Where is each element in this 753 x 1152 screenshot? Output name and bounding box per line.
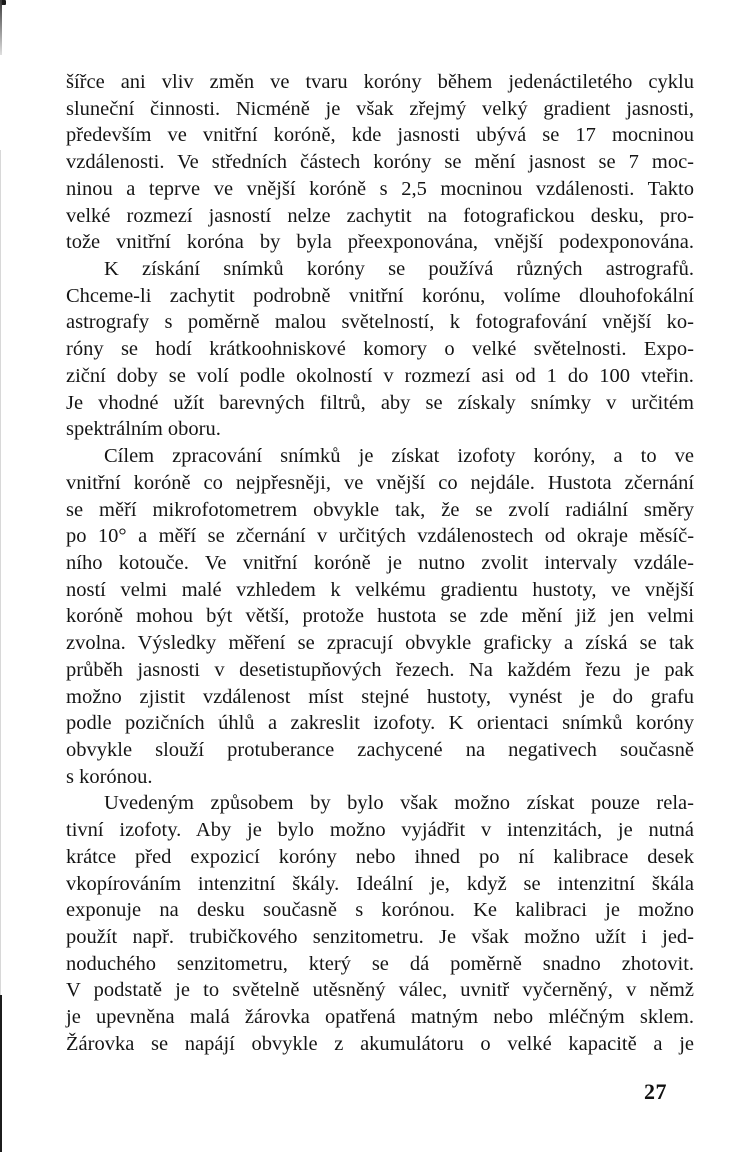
text-line: tože vnitřní koróna by byla přeexponována, vnější podexponována. [66,231,695,254]
text-line: ziční doby se volí podle okolností v rozmezí asi od 1 do 100 vteřin. [66,364,694,387]
text-line: se měří mikrofotometrem obvykle tak, že se zvolí radiální směry [66,498,695,521]
text-line: obvykle slouží protuberance zachycené na negativech současně [66,738,694,761]
text-line: Uvedeným způsobem by bylo však možno získat pouze rela- [104,792,694,815]
paragraph [66,443,694,790]
text-line: róny se hodí krátkoohniskové komory o velké světelnosti. Expo- [66,338,694,361]
text-line: především ve vnitřní koróně, kde jasnosti ubývá se 17 mocninou [66,124,694,147]
text-line: Žárovka se napájí obvykle z akumulátoru o velké kapacitě a je [66,1032,694,1055]
text-line: krátce před expozicí koróny nebo ihned po ní kalibrace desek [66,845,694,868]
text-line: Chceme-li zachytit podrobně vnitřní korónu, volíme dlouhofokální [66,284,694,307]
scan-artifact-left-edge [0,150,1,995]
text-line: podle pozičních úhlů a zakreslit izofoty. K orientaci snímků koróny [66,712,694,735]
text-line: šířce ani vliv změn ve tvaru koróny během jedenáctiletého cyklu [66,71,694,93]
text-line: ností velmi malé vzhledem k velkému gradientu hustoty, ve vnější [66,578,694,601]
text-line: tivní izofoty. Aby je bylo možno vyjádřit v intenzitách, je nutná [66,819,695,842]
text-line: zvolna. Výsledky měření se zpracují obvykle graficky a získá se tak [66,632,695,655]
text-line: velké rozmezí jasností nelze zachytit na fotografickou desku, pro- [66,204,694,227]
paragraph [66,790,694,1057]
text-line: ninou a teprve ve vnější koróně s 2,5 mocninou vzdálenosti. Takto [66,177,695,200]
text-line: noduchého senzitometru, který se dá poměrně snadno zhotovit. [66,952,695,975]
text-line: vnitřní koróně co nejpřesněji, ve vnější co nejdále. Hustota zčernání [66,471,695,494]
scan-artifact-left-edge-bottom [0,995,2,1152]
text-line: sluneční činnosti. Nicméně je však zřejmý velký gradient jasnosti, [66,97,694,120]
paragraph [66,256,694,443]
text-line: vkopírováním intenzitní škály. Ideální je, když se intenzitní škála [66,872,694,895]
scan-artifact-top-left [1,0,6,5]
page-number: 27 [644,1079,667,1104]
text-line: K získání snímků koróny se používá různých astrografů. [104,258,694,281]
text-line: Cílem zpracování snímků je získat izofoty koróny, a to ve [104,445,695,468]
text-line: exponuje na desku současně s korónou. Ke kalibraci je možno [66,899,694,922]
text-line: průběh jasnosti v desetistupňových řezech. Na každém řezu je pak [66,658,694,681]
text-line: V podstatě je to světelně utěsněný válec, uvnitř vyčerněný, v němž [66,979,694,1002]
scan-artifact-left-edge-top [0,0,2,55]
text-line: Je vhodné užít barevných filtrů, aby se získaly snímky v určitém [66,391,694,414]
text-line: použít např. trubičkového senzitometru. Je však možno užít i jed- [66,926,695,948]
text-line: ního kotouče. Ve vnitřní koróně je nutno zvolit intervaly vzdále- [66,551,694,574]
text-line: astrografy s poměrně malou světelností, k fotografování vnější ko- [66,311,694,334]
text-line: je upevněna malá žárovka opatřená matným nebo mléčným sklem. [66,1006,694,1029]
text-line: koróně mohou být větší, protože hustota se zde mění již jen velmi [66,605,695,628]
paragraph [66,69,694,256]
text-line: spektrálním oboru. [66,418,221,441]
text-line: vzdálenosti. Ve středních částech koróny se mění jasnost se 7 moc- [66,151,694,174]
text-line: po 10° a měří se zčernání v určitých vzdálenostech od okraje měsíč- [66,525,695,548]
text-line: s korónou. [66,765,153,788]
body-text [66,69,694,1058]
text-line: možno zjistit vzdálenost míst stejné hustoty, vynést je do grafu [66,685,694,708]
